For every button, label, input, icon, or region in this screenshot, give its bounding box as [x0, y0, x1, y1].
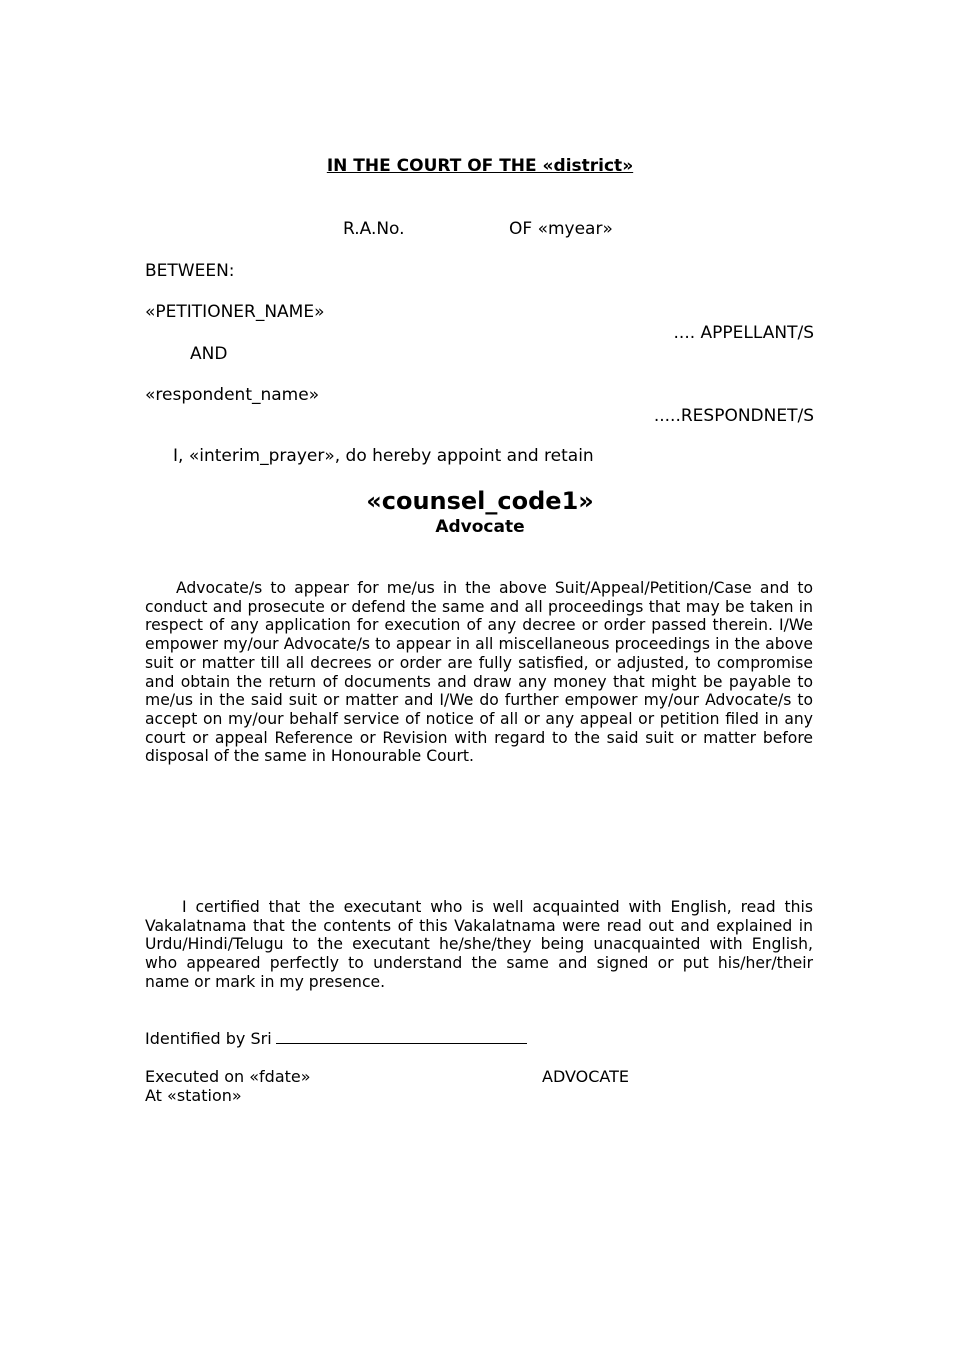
identified-by-label: Identified by Sri — [145, 1029, 272, 1048]
signature-line — [276, 1029, 527, 1044]
between-label: BETWEEN: — [145, 261, 235, 281]
ra-number-label: R.A.No. — [343, 219, 405, 239]
appellant-label: .... APPELLANT/S — [673, 323, 814, 343]
advocate-signature-label: ADVOCATE — [542, 1067, 629, 1086]
advocate-role: Advocate — [435, 517, 525, 537]
case-year: OF «myear» — [509, 219, 613, 239]
petitioner-name: «PETITIONER_NAME» — [145, 302, 325, 322]
appointment-statement: I, «interim_prayer», do hereby appoint and retain — [173, 446, 594, 466]
identified-by — [145, 1029, 527, 1048]
executed-at-station: At «station» — [145, 1086, 242, 1105]
executed-on: Executed on «fdate» — [145, 1067, 311, 1086]
respondent-label: .....RESPONDNET/S — [653, 406, 814, 426]
court-title — [0, 156, 960, 176]
counsel-code: «counsel_code1» — [366, 487, 594, 515]
authority-paragraph: Advocate/s to appear for me/us in the above Suit/Appeal/Petition/Case and to conduct and prosecute or defend the same and all proceedings that may be taken in respect of any application for execution of any decree or order passed therein. I/We empower my/our Advocate/s to appear in all miscellaneous proceedings in the above suit or matter till all decrees or order are fully satisfied, or adjusted, to compromise and obtain the return of documents and draw any money that might be payable to me/us in the said suit or matter and I/We do further empower my/our Advocate/s to accept on my/our behalf service of notice of all or any appeal or petition filed in any court or appeal Reference or Revision with regard to the said suit or matter before disposal of the same in Honourable Court. — [145, 579, 813, 766]
and-label: AND — [190, 344, 228, 364]
certification-paragraph: I certified that the executant who is well acquainted with English, read this Vakalatnama that the contents of this Vakalatnama were read out and explained in Urdu/Hindi/Telugu to the executant he/she/they being unacquainted with English, who appeared perfectly to understand the same and signed or put his/her/their name or mark in my presence. — [145, 898, 813, 991]
respondent-name: «respondent_name» — [145, 385, 320, 405]
court-title-text: IN THE COURT OF THE «district» — [326, 156, 634, 176]
